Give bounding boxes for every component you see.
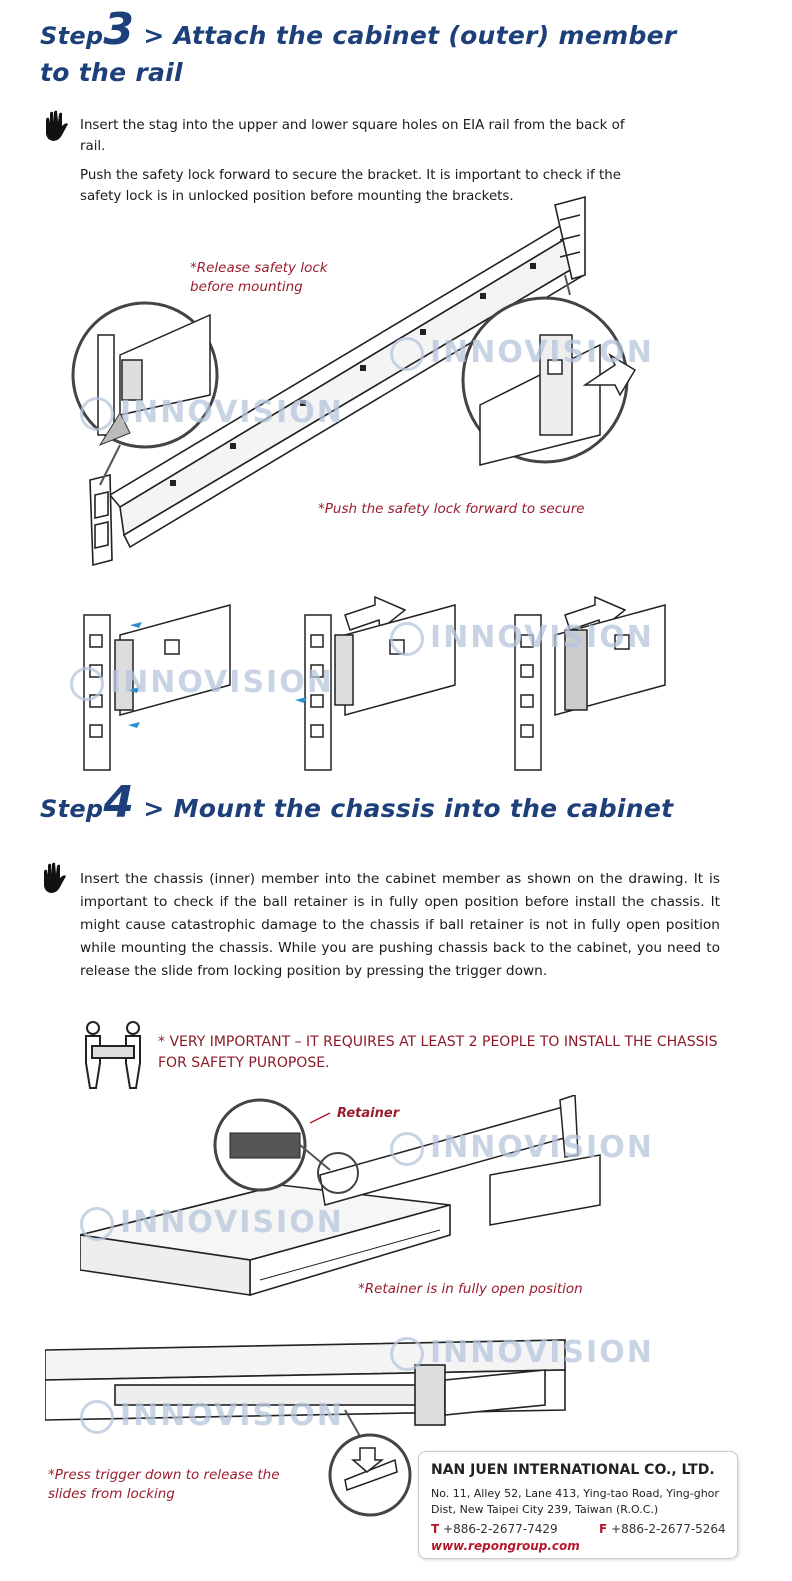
watermark-logo-icon (80, 1400, 114, 1434)
hand-pointer-icon (42, 110, 72, 144)
watermark-text: INNOVISION (120, 1205, 344, 1240)
watermark-text: INNOVISION (120, 1398, 344, 1433)
watermark-logo-icon (390, 622, 424, 656)
watermark-text: INNOVISION (430, 335, 654, 370)
watermark-logo-icon (80, 1207, 114, 1241)
tel-label: T (431, 1522, 440, 1536)
watermark-text: INNOVISION (430, 620, 654, 655)
watermark (80, 1398, 344, 1434)
step4-heading-text: > Mount the chassis into the cabinet (143, 794, 674, 823)
label-retainer: Retainer (337, 1106, 400, 1121)
watermark-text: INNOVISION (120, 395, 344, 430)
company-contact-card (418, 1451, 738, 1559)
chassis-retainer-illustration (80, 1095, 680, 1305)
watermark (390, 620, 654, 656)
step4-step-word: Step (40, 795, 104, 823)
fax-label: F (599, 1522, 608, 1536)
watermark (70, 665, 334, 701)
step4-heading (40, 777, 674, 828)
watermark-logo-icon (70, 667, 104, 701)
watermark-logo-icon (390, 1337, 424, 1371)
watermark-logo-icon (390, 1132, 424, 1166)
watermark (390, 1335, 654, 1371)
note-press-trigger: *Press trigger down to release the slides from locking (48, 1467, 280, 1502)
step4-number: 4 (103, 777, 135, 828)
step3-heading-line2: to the rail (40, 58, 183, 87)
company-name: NAN JUEN INTERNATIONAL CO., LTD. (431, 1462, 715, 1478)
step4-paragraph: Insert the chassis (inner) member into the cabinet member as shown on the drawing. It is important to check if the ball retainer is in fully open position before install the chassis. It might cause catastrophic damage to the chassis if ball retainer is not in fully open position while mounting the chassis. While you are pushing chassis back to the cabinet, you need to release the slide from locking position by pressing the trigger down. (80, 871, 720, 979)
step3-paragraph-2: Push the safety lock forward to secure the bracket. It is important to check if the safety lock is in unlocked position before mounting the brackets. (80, 168, 621, 204)
watermark-text: INNOVISION (430, 1130, 654, 1165)
tel-number: +886-2-2677-7429 (443, 1522, 558, 1536)
company-telephone (431, 1522, 558, 1536)
watermark-text: INNOVISION (110, 665, 334, 700)
watermark (390, 1130, 654, 1166)
company-fax (599, 1522, 726, 1536)
watermark-logo-icon (80, 397, 114, 431)
hand-pointer-icon (40, 862, 70, 896)
watermark (390, 335, 654, 371)
step3-step-word: Step (40, 22, 104, 50)
note-release-safety-lock: *Release safety lock before mounting (190, 260, 328, 295)
note-retainer-open: *Retainer is in fully open position (358, 1281, 583, 1297)
company-website-link[interactable]: www.repongroup.com (431, 1539, 580, 1553)
step3-heading-line2-wrap (40, 56, 183, 89)
step3-heading-line1: > Attach the cabinet (outer) member (143, 21, 677, 50)
step3-paragraph-1: Insert the stag into the upper and lower square holes on EIA rail from the back of rail. (80, 118, 625, 154)
note-push-safety-lock: *Push the safety lock forward to secure (318, 501, 585, 517)
step3-heading (40, 4, 677, 55)
important-safety-notice: * VERY IMPORTANT – IT REQUIRES AT LEAST 2 PEOPLE TO INSTALL THE CHASSIS FOR SAFETY PUROPOSE. (158, 1034, 718, 1071)
watermark (80, 1205, 344, 1241)
company-address: No. 11, Alley 52, Lane 413, Ying-tao Road, Ying-ghor Dist, New Taipei City 239, Taiwan (R.O.C.) (431, 1487, 719, 1516)
bracket-step-illustration-3 (505, 575, 675, 775)
fax-number: +886-2-2677-5264 (611, 1522, 726, 1536)
watermark-logo-icon (390, 337, 424, 371)
two-people-carry-icon (78, 1018, 148, 1093)
watermark-text: INNOVISION (430, 1335, 654, 1370)
watermark (80, 395, 344, 431)
step3-number: 3 (103, 4, 135, 55)
